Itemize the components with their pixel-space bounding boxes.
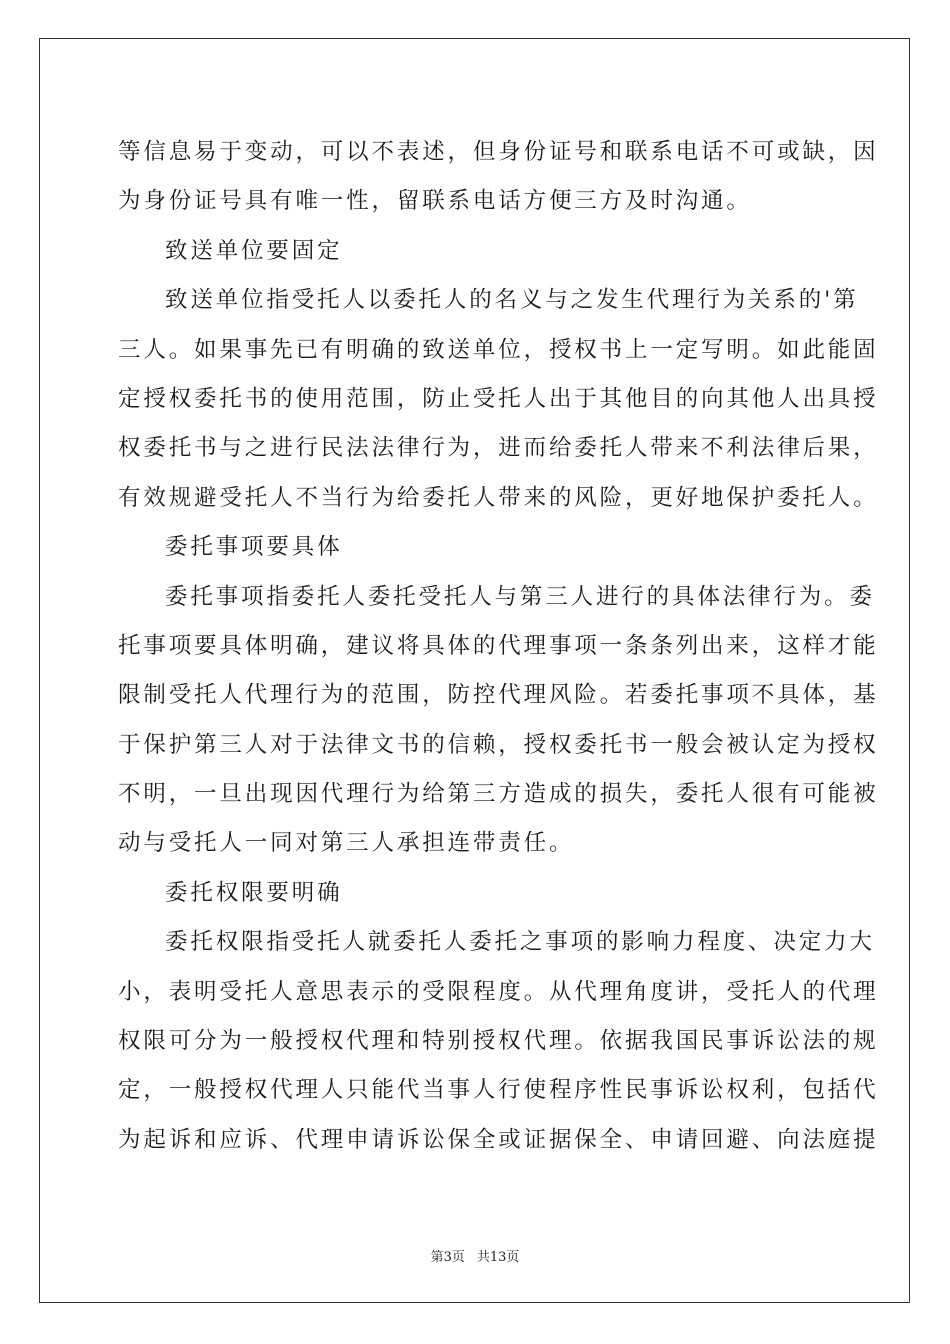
text-line: 托事项要具体明确，建议将具体的代理事项一条条列出来，这样才能 <box>118 632 879 659</box>
text-line: 为身份证号具有唯一性，留联系电话方便三方及时沟通。 <box>118 188 752 215</box>
text-line: 有效规避受托人不当行为给委托人带来的风险，更好地保护委托人。 <box>118 484 879 511</box>
text-line: 动与受托人一同对第三人承担连带责任。 <box>118 830 575 857</box>
text-line: 权限可分为一般授权代理和特别授权代理。依据我国民事诉讼法的规 <box>118 1028 879 1055</box>
text-line: 限制受托人代理行为的范围，防控代理风险。若委托事项不具体，基 <box>118 682 879 709</box>
section-heading: 委托事项要具体 <box>165 534 343 561</box>
text-line: 委托事项指委托人委托受托人与第三人进行的具体法律行为。委 <box>165 583 875 610</box>
page-number: 第3页 <box>430 1250 465 1265</box>
document-body <box>118 128 879 1165</box>
text-line: 权委托书与之进行民法法律行为，进而给委托人带来不利法律后果， <box>118 435 879 462</box>
text-line: 定，一般授权代理人只能代当事人行使程序性民事诉讼权利，包括代 <box>118 1077 879 1104</box>
text-line: 定授权委托书的使用范围，防止受托人出于其他目的向其他人出具授 <box>118 385 879 412</box>
page-footer <box>0 1246 950 1265</box>
page-total: 共13页 <box>476 1250 520 1265</box>
text-line: 为起诉和应诉、代理申请诉讼保全或证据保全、申请回避、向法庭提 <box>118 1126 879 1153</box>
text-line: 委托权限指受托人就委托人委托之事项的影响力程度、决定力大 <box>165 929 875 956</box>
text-line: 小，表明受托人意思表示的受限程度。从代理角度讲，受托人的代理 <box>118 978 879 1005</box>
text-line: 于保护第三人对于法律文书的信赖，授权委托书一般会被认定为授权 <box>118 731 879 758</box>
text-line: 三人。如果事先已有明确的致送单位，授权书上一定写明。如此能固 <box>118 336 879 363</box>
text-line: 致送单位指受托人以委托人的名义与之发生代理行为关系的'第 <box>165 287 859 314</box>
text-line: 等信息易于变动，可以不表述，但身份证号和联系电话不可或缺，因 <box>118 139 879 165</box>
text-line: 不明，一旦出现因代理行为给第三方造成的损失，委托人很有可能被 <box>118 781 879 808</box>
section-heading: 委托权限要明确 <box>165 879 343 906</box>
section-heading: 致送单位要固定 <box>165 237 343 264</box>
